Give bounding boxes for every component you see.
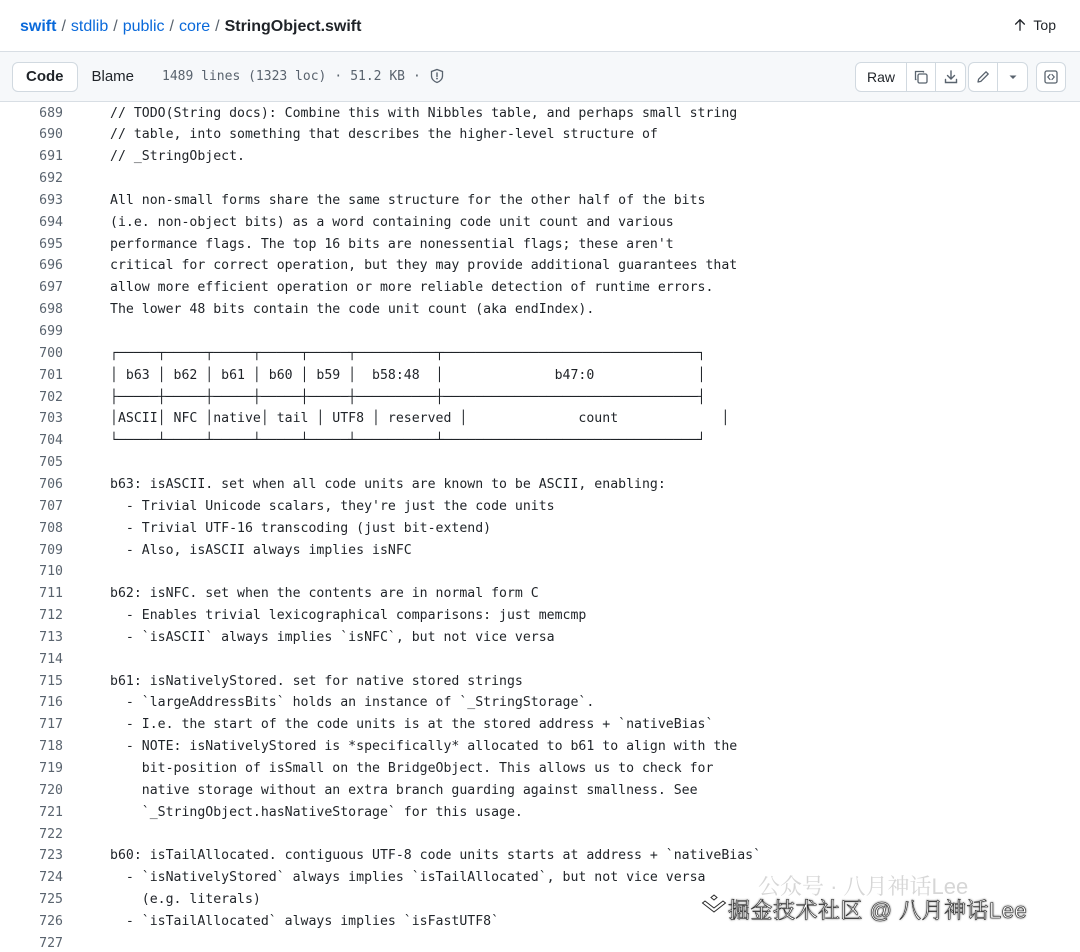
line-number[interactable]: 699 bbox=[39, 324, 63, 339]
code-text: (e.g. literals) bbox=[110, 892, 261, 908]
code-line bbox=[0, 103, 1080, 125]
code-line bbox=[0, 387, 1080, 409]
line-number[interactable]: 727 bbox=[39, 935, 63, 951]
symbols-panel-group bbox=[1036, 62, 1066, 92]
line-number[interactable]: 720 bbox=[39, 782, 63, 798]
code-line bbox=[0, 518, 1080, 540]
watermark-ghost-text: 公众号 · 八月神话Lee bbox=[758, 874, 969, 899]
line-number[interactable]: 717 bbox=[39, 717, 63, 733]
raw-button[interactable]: Raw bbox=[856, 63, 907, 91]
line-number[interactable]: 724 bbox=[39, 870, 63, 886]
edit-button[interactable] bbox=[969, 63, 998, 91]
pencil-icon bbox=[975, 69, 991, 85]
code-viewer bbox=[0, 102, 1080, 952]
line-number[interactable]: 722 bbox=[39, 826, 63, 842]
code-text: ┌─────┬─────┬─────┬─────┬─────┬──────────┬────────────────────────────────┐ bbox=[110, 345, 706, 361]
code-line bbox=[0, 561, 1080, 583]
line-number[interactable]: 695 bbox=[39, 236, 63, 252]
code-line bbox=[0, 736, 1080, 758]
code-line bbox=[0, 605, 1080, 627]
code-line bbox=[0, 583, 1080, 605]
code-square-icon bbox=[1043, 69, 1059, 85]
line-number[interactable]: 704 bbox=[39, 433, 63, 449]
line-number[interactable]: 698 bbox=[39, 302, 63, 318]
breadcrumb-public-link[interactable]: public bbox=[122, 18, 165, 35]
line-number[interactable]: 696 bbox=[39, 258, 63, 274]
code-tab[interactable]: Code bbox=[12, 62, 78, 92]
code-text: b60: isTailAllocated. contiguous UTF-8 code units starts at address + `nativeBias` bbox=[110, 848, 762, 864]
breadcrumb-core-link[interactable]: core bbox=[178, 18, 211, 35]
code-text: - `isNativelyStored` always implies `isTailAllocated`, but not vice versa bbox=[110, 870, 706, 886]
symbols-panel-button[interactable] bbox=[1037, 63, 1065, 91]
watermark-text: 掘金技术社区 @ 八月神话Lee bbox=[728, 898, 1028, 923]
code-line bbox=[0, 168, 1080, 190]
code-line bbox=[0, 452, 1080, 474]
line-number[interactable]: 706 bbox=[39, 476, 63, 492]
code-line bbox=[0, 496, 1080, 518]
download-icon bbox=[943, 69, 959, 85]
line-count: 1489 lines (1323 loc) bbox=[162, 68, 327, 84]
code-text: - Also, isASCII always implies isNFC bbox=[110, 542, 412, 558]
code-line bbox=[0, 255, 1080, 277]
edit-actions-group bbox=[968, 62, 1028, 92]
code-text: allow more efficient operation or more reliable detection of runtime errors. bbox=[110, 280, 714, 296]
line-number[interactable]: 697 bbox=[39, 280, 63, 296]
line-number[interactable]: 700 bbox=[39, 345, 63, 361]
code-line bbox=[0, 649, 1080, 671]
breadcrumb-separator: / bbox=[61, 18, 66, 35]
juejin-logo-icon bbox=[700, 892, 728, 916]
code-text: `_StringObject.hasNativeStorage` for this usage. bbox=[110, 804, 523, 820]
meta-separator: · bbox=[413, 68, 421, 84]
code-text: - `isTailAllocated` always implies `isFastUTF8` bbox=[110, 913, 500, 929]
file-toolbar bbox=[0, 52, 1080, 102]
watermark bbox=[700, 868, 1070, 923]
line-number[interactable]: 712 bbox=[39, 608, 63, 624]
line-number[interactable]: 711 bbox=[39, 586, 63, 602]
code-text: // _StringObject. bbox=[110, 149, 245, 165]
line-number[interactable]: 702 bbox=[39, 389, 63, 405]
code-text: - I.e. the start of the code units is at the stored address + `nativeBias` bbox=[110, 717, 714, 733]
code-text: // TODO(String docs): Combine this with Nibbles table, and perhaps small string bbox=[110, 105, 738, 121]
raw-actions-group bbox=[855, 62, 966, 92]
line-number[interactable]: 705 bbox=[39, 455, 63, 471]
copy-raw-button[interactable] bbox=[907, 63, 936, 91]
code-text: - Trivial UTF-16 transcoding (just bit-extend) bbox=[110, 520, 492, 536]
line-number[interactable]: 708 bbox=[39, 520, 63, 536]
view-mode-toggle bbox=[12, 62, 148, 92]
top-button[interactable] bbox=[1013, 17, 1056, 33]
code-text: bit-position of isSmall on the BridgeObject. This allows us to check for bbox=[110, 761, 714, 776]
code-line bbox=[0, 124, 1080, 146]
code-text: // table, into something that describes the higher-level structure of bbox=[110, 127, 658, 143]
code-text: The lower 48 bits contain the code unit count (aka endIndex). bbox=[110, 302, 595, 318]
meta-separator: · bbox=[334, 68, 343, 84]
file-header bbox=[0, 0, 1080, 52]
file-name: StringObject.swift bbox=[224, 18, 362, 35]
code-text: - Trivial Unicode scalars, they're just the code units bbox=[110, 498, 555, 514]
line-number[interactable]: 691 bbox=[39, 149, 63, 165]
code-text: - `isASCII` always implies `isNFC`, but not vice versa bbox=[110, 629, 555, 645]
code-line bbox=[0, 299, 1080, 321]
arrow-up-icon bbox=[1013, 18, 1027, 32]
file-info bbox=[162, 68, 445, 84]
code-text: - NOTE: isNativelyStored is *specifically* allocated to b61 to align with the bbox=[110, 739, 738, 755]
line-number[interactable]: 710 bbox=[39, 564, 63, 580]
line-number[interactable]: 709 bbox=[39, 542, 63, 558]
line-number[interactable]: 714 bbox=[39, 651, 63, 667]
triangle-down-icon bbox=[1005, 69, 1021, 85]
code-text: critical for correct operation, but they may provide additional guarantees that bbox=[110, 258, 738, 274]
code-line bbox=[0, 780, 1080, 802]
code-text: native storage without an extra branch guarding against smallness. See bbox=[110, 782, 698, 798]
code-text: - Enables trivial lexicographical comparisons: just memcmp bbox=[110, 608, 587, 624]
code-text: b61: isNativelyStored. set for native stored strings bbox=[110, 673, 523, 689]
line-number[interactable]: 693 bbox=[39, 192, 63, 208]
code-text: - `largeAddressBits` holds an instance of `_StringStorage`. bbox=[110, 695, 595, 711]
line-number[interactable]: 721 bbox=[39, 804, 63, 820]
code-line bbox=[0, 540, 1080, 562]
line-number[interactable]: 707 bbox=[39, 498, 63, 514]
code-line bbox=[0, 802, 1080, 824]
code-line bbox=[0, 190, 1080, 212]
line-number[interactable]: 715 bbox=[39, 673, 63, 689]
code-line bbox=[0, 277, 1080, 299]
breadcrumb-separator: / bbox=[113, 18, 118, 35]
code-line bbox=[0, 408, 1080, 430]
line-number[interactable]: 690 bbox=[39, 127, 63, 143]
breadcrumb-separator: / bbox=[215, 18, 220, 35]
code-line bbox=[0, 671, 1080, 693]
code-line bbox=[0, 627, 1080, 649]
line-number[interactable]: 703 bbox=[39, 411, 63, 427]
code-line bbox=[0, 845, 1080, 867]
line-number[interactable]: 716 bbox=[39, 695, 63, 711]
code-line bbox=[0, 212, 1080, 234]
code-text: All non-small forms share the same structure for the other half of the bits bbox=[110, 192, 706, 208]
breadcrumb-separator: / bbox=[169, 18, 174, 35]
line-number[interactable]: 694 bbox=[39, 214, 63, 230]
code-line bbox=[0, 933, 1080, 952]
breadcrumb-stdlib-link[interactable]: stdlib bbox=[70, 18, 109, 35]
breadcrumb bbox=[20, 17, 361, 37]
code-line bbox=[0, 365, 1080, 387]
code-line bbox=[0, 714, 1080, 736]
blame-tab[interactable]: Blame bbox=[91, 68, 135, 85]
code-line bbox=[0, 234, 1080, 256]
top-button-label: Top bbox=[1033, 17, 1056, 33]
code-line bbox=[0, 824, 1080, 846]
shield-icon[interactable] bbox=[429, 68, 445, 84]
edit-dropdown-button[interactable] bbox=[998, 63, 1027, 91]
code-text: (i.e. non-object bits) as a word containing code unit count and various bbox=[110, 214, 674, 230]
file-size: 51.2 KB bbox=[350, 68, 405, 84]
line-number[interactable]: 718 bbox=[39, 739, 63, 755]
code-text: └─────┴─────┴─────┴─────┴─────┴──────────┴────────────────────────────────┘ bbox=[110, 433, 706, 449]
line-number[interactable]: 726 bbox=[39, 913, 63, 929]
breadcrumb-repo-link[interactable]: swift bbox=[20, 18, 57, 35]
code-line bbox=[0, 343, 1080, 365]
line-number[interactable]: 692 bbox=[39, 171, 63, 187]
code-text: b62: isNFC. set when the contents are in normal form C bbox=[110, 586, 539, 602]
code-line bbox=[0, 321, 1080, 343]
code-line bbox=[0, 474, 1080, 496]
download-button[interactable] bbox=[936, 63, 965, 91]
code-line bbox=[0, 430, 1080, 452]
code-text: │ b63 │ b62 │ b61 │ b60 │ b59 │ b58:48 │ b47:0 │ bbox=[110, 367, 706, 383]
line-number[interactable]: 725 bbox=[39, 892, 63, 908]
line-number[interactable]: 689 bbox=[39, 105, 63, 121]
code-text: performance flags. The top 16 bits are nonessential flags; these aren't bbox=[110, 236, 674, 252]
code-line bbox=[0, 692, 1080, 714]
code-line bbox=[0, 758, 1080, 780]
line-number[interactable]: 713 bbox=[39, 629, 63, 645]
code-text: │ASCII│ NFC │native│ tail │ UTF8 │ reserved │ count │ bbox=[110, 411, 730, 427]
copy-icon bbox=[913, 69, 929, 85]
code-line bbox=[0, 146, 1080, 168]
code-text: ├─────┼─────┼─────┼─────┼─────┼──────────┼────────────────────────────────┤ bbox=[110, 389, 706, 405]
line-number[interactable]: 723 bbox=[39, 848, 63, 864]
code-text: b63: isASCII. set when all code units are known to be ASCII, enabling: bbox=[110, 476, 666, 492]
line-number[interactable]: 719 bbox=[39, 761, 63, 776]
line-number[interactable]: 701 bbox=[39, 367, 63, 383]
